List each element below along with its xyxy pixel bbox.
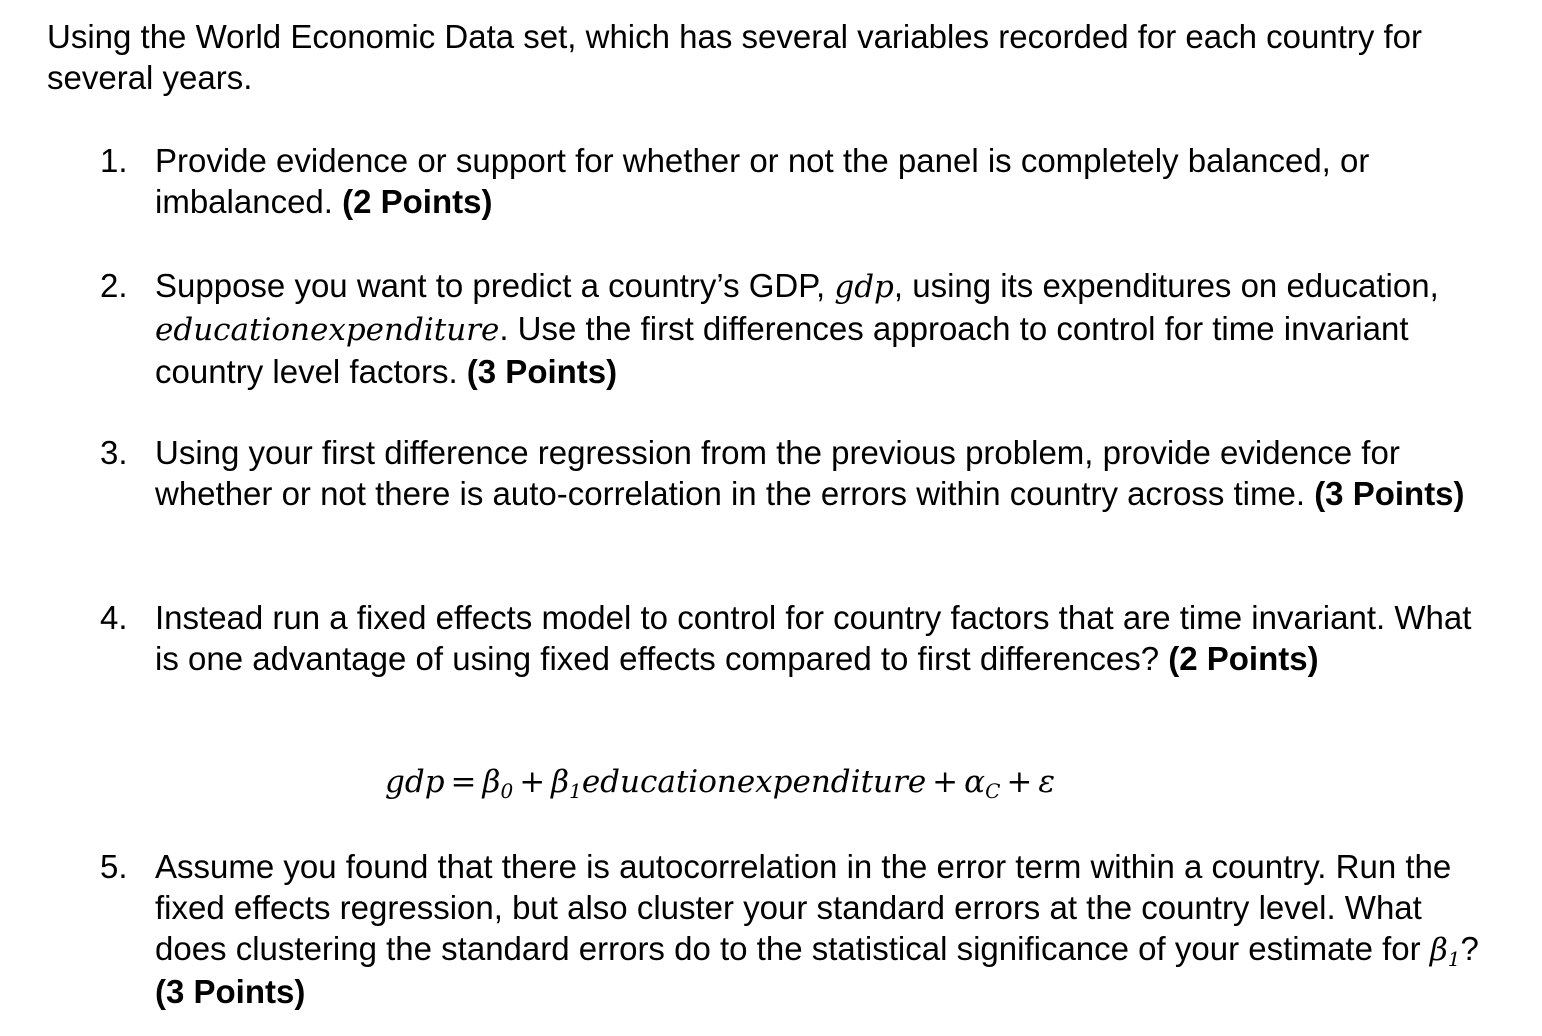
regression-equation [385, 760, 1055, 804]
question-text: Using your first difference regression from the previous problem, provide evidence for whether or not there is auto-correlation in the errors within country across time. (3 Points) [155, 434, 1465, 512]
question-number: 1. [100, 142, 128, 179]
plus-sign: + [1006, 764, 1033, 800]
plus-sign: + [519, 764, 546, 800]
beta-1: $\beta_1$ [551, 764, 582, 803]
intro-paragraph: Using the World Economic Data set, which has several variables recorded for each country for several years. [47, 18, 1423, 96]
alpha-c: $\alpha_C$ [964, 764, 1001, 803]
points-label: (2 Points) [1168, 640, 1319, 677]
question-text: Assume you found that there is autocorrelation in the error term within a country. Run the fixed effects regression, but also cluster your standard errors at the country level. What does clustering the standard errors do to the statistical significance of your estimate for $\beta_1$? (3 Points) [155, 848, 1479, 1010]
equation-lhs: gdp [385, 764, 445, 800]
points-label: (2 Points) [342, 183, 493, 220]
question-number: 4. [100, 599, 128, 636]
plus-sign: + [932, 764, 959, 800]
question-text: Suppose you want to predict a country’s GDP, gdp, using its expenditures on education, educationexpenditure. Use the first differences approach to control for time invariant country level factors. (3 Points) [155, 267, 1439, 390]
question-text: Provide evidence or support for whether or not the panel is completely balanced, or imbalanced. (2 Points) [155, 142, 1370, 220]
equals-sign: = [450, 764, 477, 800]
variable-gdp: gdp [834, 269, 894, 305]
points-label: (3 Points) [155, 973, 306, 1010]
equation-term: educationexpenditure [581, 764, 927, 800]
beta-1-symbol: $\beta_1$ [1429, 932, 1461, 971]
question-text: Instead run a fixed effects model to control for country factors that are time invariant. What is one advantage of using fixed effects compared to first differences? (2 Points) [155, 599, 1472, 677]
variable-educationexpenditure: educationexpenditure [155, 312, 500, 348]
question-number: 5. [100, 848, 128, 885]
points-label: (3 Points) [1314, 475, 1465, 512]
question-number: 3. [100, 434, 128, 471]
epsilon: ε [1038, 764, 1056, 800]
points-label: (3 Points) [466, 353, 618, 390]
question-number: 2. [100, 267, 128, 304]
beta-0: $\beta_0$ [482, 764, 514, 803]
